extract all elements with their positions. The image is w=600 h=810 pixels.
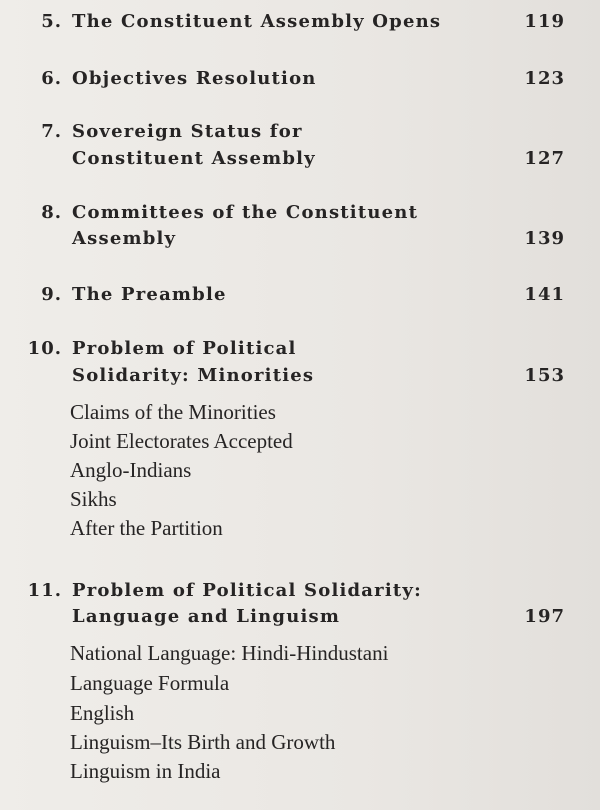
chapter-number: 9. xyxy=(41,284,62,305)
chapter-number: 7. xyxy=(41,121,62,142)
page-number: 123 xyxy=(524,68,565,89)
chapter-number: 5. xyxy=(41,11,62,32)
chapter-title-line2: Assembly xyxy=(72,228,177,249)
chapter-number: 11. xyxy=(27,580,62,601)
section-item: English xyxy=(70,701,135,725)
chapter-title: Committees of the Constituent xyxy=(72,202,419,223)
page-number: 119 xyxy=(524,11,565,32)
chapter-title-line2: Constituent Assembly xyxy=(72,148,316,169)
page-number: 153 xyxy=(524,365,565,386)
chapter-number: 6. xyxy=(41,68,62,89)
section-item: Joint Electorates Accepted xyxy=(70,429,293,453)
chapter-number: 8. xyxy=(41,202,62,223)
chapter-title: The Constituent Assembly Opens xyxy=(72,11,442,32)
section-item: Linguism–Its Birth and Growth xyxy=(70,730,336,754)
section-item: Linguism in India xyxy=(70,759,221,783)
page-number: 197 xyxy=(524,606,565,627)
section-item: Anglo-Indians xyxy=(70,458,192,482)
chapter-title: Objectives Resolution xyxy=(72,68,317,89)
chapter-number: 10. xyxy=(27,338,62,359)
chapter-title: The Preamble xyxy=(72,284,227,305)
chapter-title: Sovereign Status for xyxy=(72,121,303,142)
section-item: Claims of the Minorities xyxy=(70,400,276,424)
section-item: Language Formula xyxy=(70,671,230,695)
section-item: Sikhs xyxy=(70,487,117,511)
chapter-title: Problem of Political xyxy=(72,338,297,359)
chapter-title-line2: Solidarity: Minorities xyxy=(72,365,315,386)
section-item: After the Partition xyxy=(70,516,223,540)
page-number: 127 xyxy=(524,148,565,169)
chapter-title: Problem of Political Solidarity: xyxy=(72,580,422,601)
chapter-title-line2: Language and Linguism xyxy=(72,606,341,627)
page-number: 139 xyxy=(524,228,565,249)
page-number: 141 xyxy=(524,284,565,305)
section-item: National Language: Hindi-Hindustani xyxy=(70,641,389,665)
